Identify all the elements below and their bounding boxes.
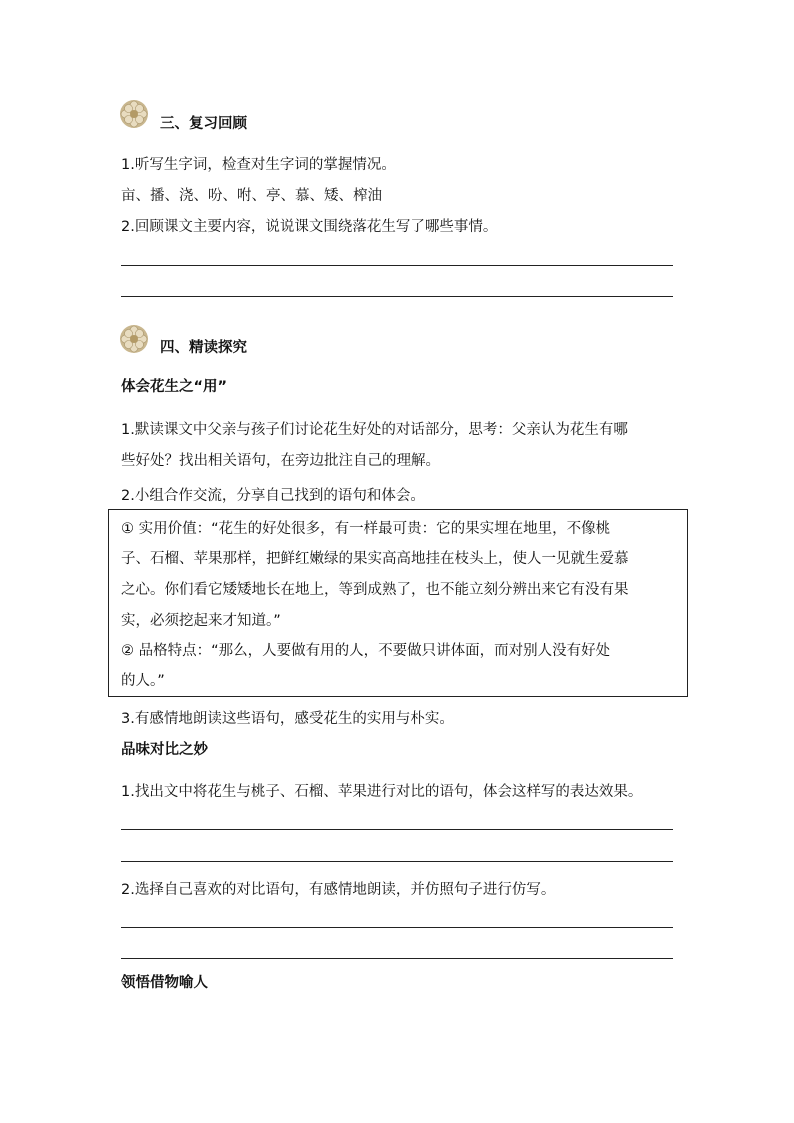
flower-badge-icon [119,99,149,129]
subtitle-contrast: 品味对比之妙 [121,742,208,758]
section3-title: 三、复习回顾 [160,116,247,132]
section3-words: 亩、播、浇、吩、咐、亭、慕、矮、榨油 [121,188,382,204]
answer-line [121,829,673,830]
quote-line: 之心。你们看它矮矮地长在地上，等到成熟了，也不能立刻分辨出来它有没有果 [121,582,629,598]
quote-line: ① 实用价值：“花生的好处很多，有一样最可贵：它的果实埋在地里，不像桃 [121,521,611,537]
section3-item2: 2.回顾课文主要内容，说说课文围绕落花生写了哪些事情。 [121,219,498,235]
quote-line: 实，必须挖起来才知道。” [121,613,281,629]
flower-badge-icon [119,324,149,354]
contrast-question1: 1.找出文中将花生与桃子、石榴、苹果进行对比的语句，体会这样写的表达效果。 [121,784,643,800]
question2: 2.小组合作交流，分享自己找到的语句和体会。 [121,488,425,504]
contrast-question2: 2.选择自己喜欢的对比语句，有感情地朗读，并仿照句子进行仿写。 [121,882,556,898]
question3: 3.有感情地朗读这些语句，感受花生的实用与朴实。 [121,711,454,727]
quote-line: 的人。” [121,673,165,689]
quote-line: 子、石榴、苹果那样，把鲜红嫩绿的果实高高地挂在枝头上，使人一见就生爱慕 [121,551,629,567]
quote-line: ② 品格特点：“那么，人要做有用的人，不要做只讲体面，而对别人没有好处 [121,643,611,659]
subtitle-metaphor: 领悟借物喻人 [121,975,208,991]
section4-title: 四、精读探究 [160,340,247,356]
question1-line1: 1.默读课文中父亲与孩子们讨论花生好处的对话部分，思考：父亲认为花生有哪 [121,422,628,438]
section3-item1: 1.听写生字词，检查对生字词的掌握情况。 [121,157,396,173]
answer-line [121,927,673,928]
answer-line [121,861,673,862]
subtitle-use: 体会花生之“用” [121,379,228,395]
quote-box [108,509,688,697]
answer-line [121,958,673,959]
answer-line [121,296,673,297]
answer-line [121,265,673,266]
question1-line2: 些好处？找出相关语句，在旁边批注自己的理解。 [121,453,440,469]
